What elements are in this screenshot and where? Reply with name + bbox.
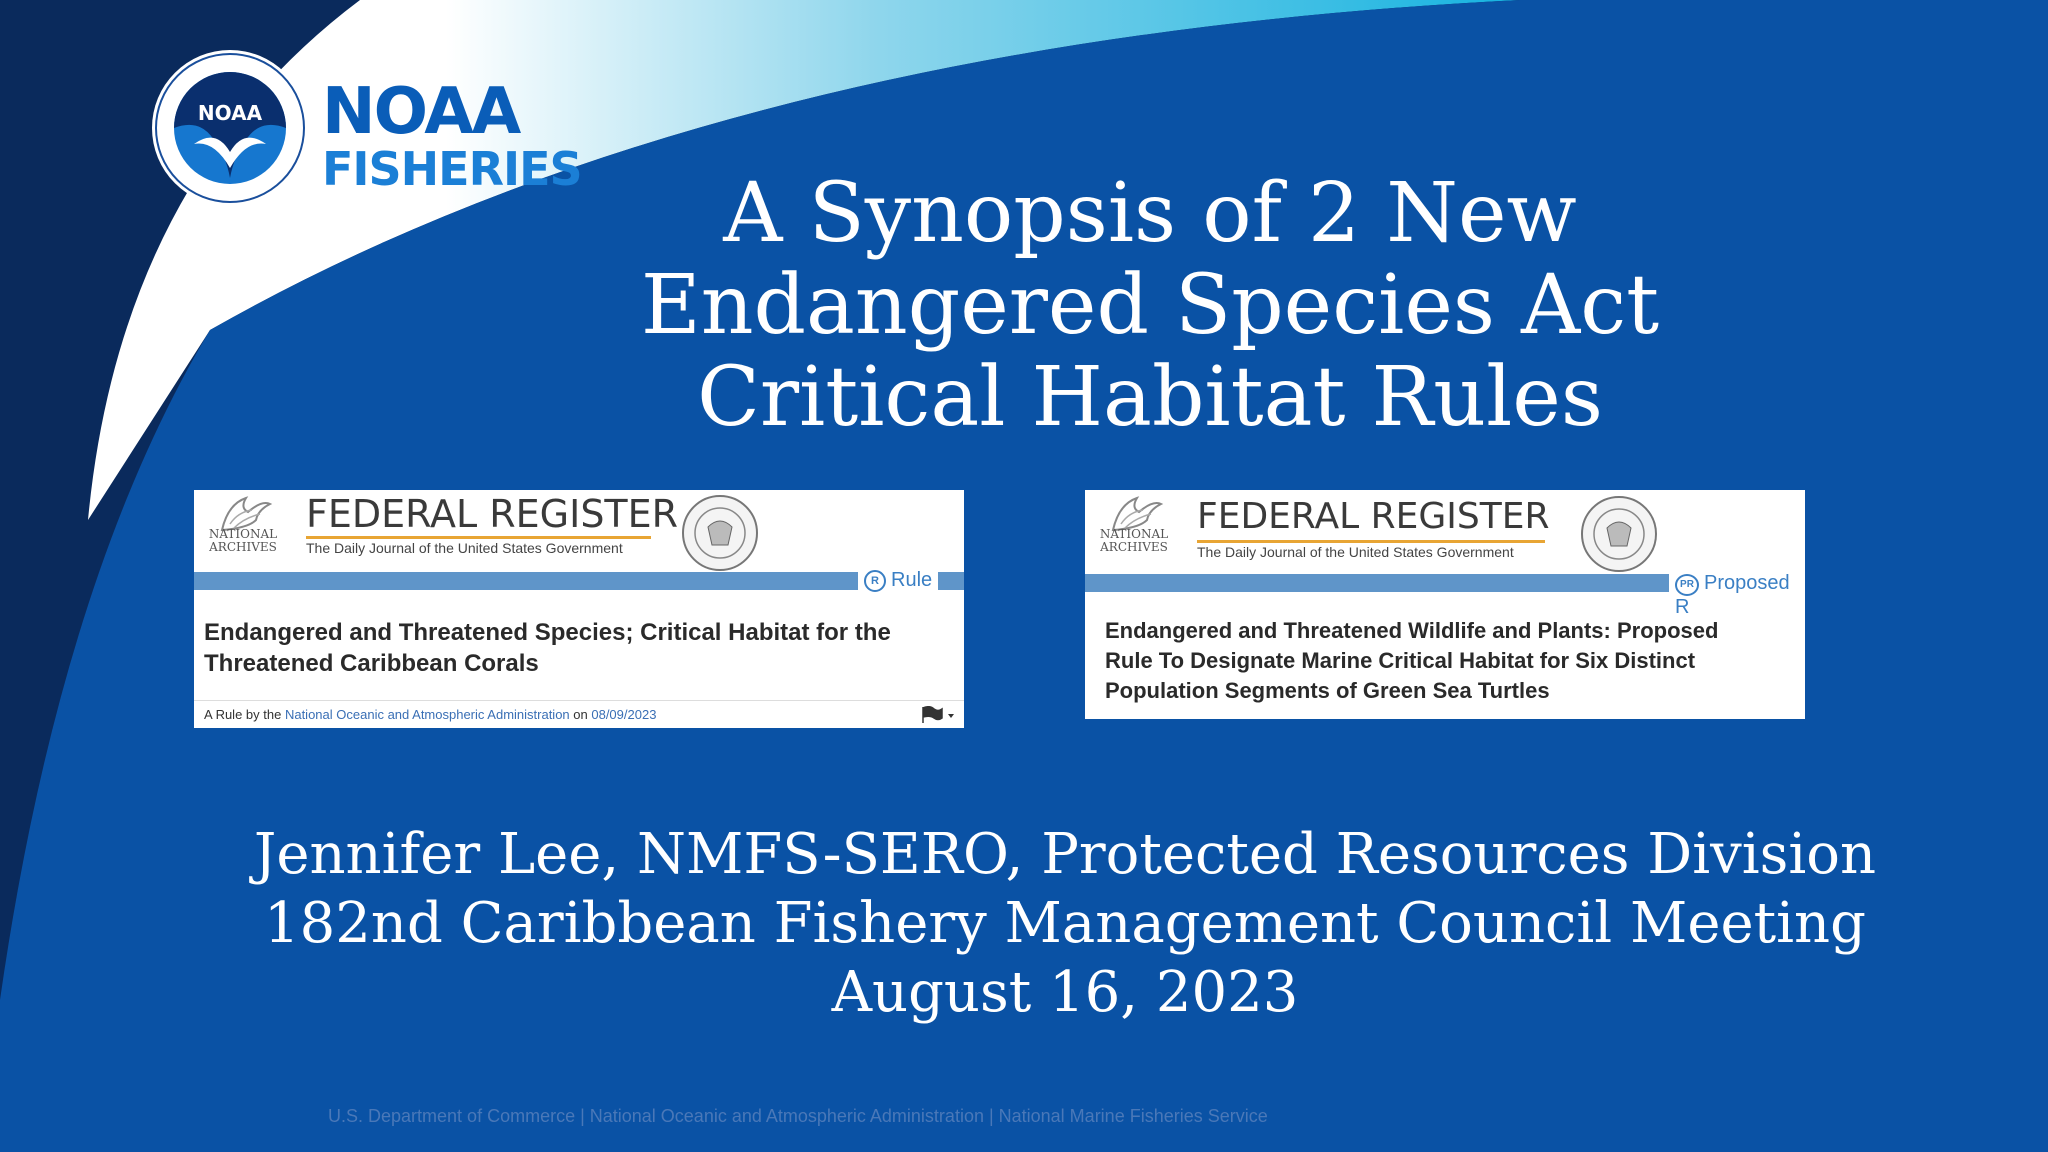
fr-header: [1085, 490, 1805, 572]
fr-subtitle: The Daily Journal of the United States Government: [1197, 544, 1514, 560]
federal-register-rule-card: [194, 490, 964, 728]
archives-seal-icon: [680, 493, 760, 573]
proposed-rule-document-title[interactable]: Endangered and Threatened Wildlife and Plants: Proposed Rule To Designate Marine Critical Habitat for Six Distinct Population Segments of Green Sea Turtles: [1105, 618, 1719, 703]
fr-title: FEDERAL REGISTER: [1197, 496, 1550, 537]
flag-icon[interactable]: [920, 706, 956, 724]
date-link[interactable]: 08/09/2023: [591, 707, 657, 722]
federal-register-proposed-rule-card: [1085, 490, 1805, 719]
noaa-seal-logo: [150, 48, 310, 208]
seal-noaa-text: NOAA: [197, 101, 263, 125]
title-line-2: Endangered Species Act: [640, 258, 1660, 353]
national-archives-label: NATIONAL ARCHIVES: [1099, 527, 1169, 554]
slide-title: [600, 168, 1700, 444]
archives-seal-icon: [1579, 494, 1659, 574]
brand-noaa: NOAA: [322, 75, 520, 149]
meeting-line: 182nd Caribbean Fishery Management Council Meeting: [264, 891, 1866, 956]
rule-badge: R Rule: [858, 569, 938, 592]
footer-agencies: U.S. Department of Commerce | National Oceanic and Atmospheric Administration | National Marine Fisheries Service: [328, 1106, 1268, 1126]
fr-bar: [1085, 574, 1669, 592]
rule-badge-icon: R: [864, 570, 886, 592]
rule-document-title[interactable]: Endangered and Threatened Species; Critical Habitat for the Threatened Caribbean Corals: [204, 619, 891, 677]
presenter-info: [210, 820, 1920, 1027]
fr-header: [194, 490, 964, 572]
rule-metadata: A Rule by the National Oceanic and Atmospheric Administration on 08/09/2023: [204, 707, 657, 722]
date-line: August 16, 2023: [831, 960, 1299, 1025]
title-line-3: Critical Habitat Rules: [697, 350, 1603, 445]
proposed-rule-badge-icon: PR: [1675, 574, 1699, 596]
presenter-line: Jennifer Lee, NMFS-SERO, Protected Resources Division: [253, 822, 1877, 887]
brand-fisheries: FISHERIES: [322, 142, 582, 196]
fr-underline: [1197, 540, 1545, 543]
title-line-1: A Synopsis of 2 New: [723, 166, 1577, 261]
fr-bar: [194, 572, 964, 590]
fr-title: FEDERAL REGISTER: [306, 492, 679, 536]
noaa-fisheries-wordmark: [322, 75, 582, 196]
fr-underline: [306, 536, 651, 539]
meta-separator: [194, 700, 964, 701]
national-archives-label: NATIONAL ARCHIVES: [208, 527, 278, 554]
fr-subtitle: The Daily Journal of the United States Government: [306, 540, 623, 556]
proposed-rule-badge: PR Proposed R: [1669, 572, 1805, 619]
agency-link[interactable]: National Oceanic and Atmospheric Administration: [284, 707, 570, 722]
